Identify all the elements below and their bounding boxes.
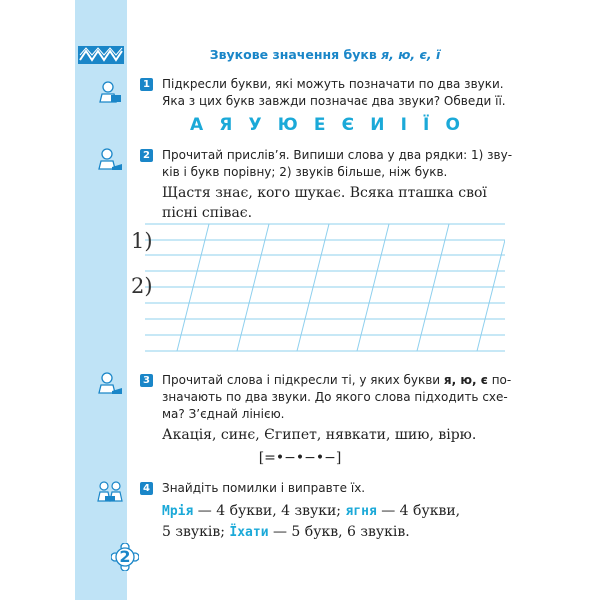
proverb-text: Щастя знає, кого шукає. Всяка пташка свої пісні співає. — [162, 185, 487, 221]
task-number-2: 2 — [140, 149, 153, 162]
row1-label: 1) — [131, 229, 153, 253]
word-highlight: ягня — [345, 504, 377, 519]
bold-letters: я, ю, є — [443, 373, 488, 387]
task2-text: Прочитай прислів’я. Випиши слова у два рядки: 1) зву- ків і букв порівну; 2) звуків більше, ніж букв. — [162, 148, 513, 179]
letter-item[interactable]: Е — [313, 115, 326, 135]
task-number-4: 4 — [140, 482, 153, 495]
page-number: 2 — [119, 547, 131, 566]
sound-scheme: [=•−•−•−] — [258, 450, 342, 466]
writing-lines — [125, 222, 505, 354]
group-children-icon — [97, 479, 123, 503]
task3-text: Прочитай слова і підкресли ті, у яких букви я, ю, є по- значають по два звуки. До якого слова підходить схе- ма? З’єднай лінією. — [162, 373, 512, 421]
title-letters: я, ю, є, ї — [381, 47, 441, 62]
task4-words: Мрія — 4 букви, 4 звуки; ягня — 4 букви, 5 звуків; Їхати — 5 букв, 6 звуків. — [162, 503, 461, 540]
ornament-icon — [78, 46, 124, 64]
writing-child-icon — [97, 147, 123, 171]
letter-item[interactable]: Ї — [423, 115, 430, 135]
task1-text: Підкресли букви, які можуть позначати по два звуки. Яка з цих букв завжди позначає два звуки? Обведи її. — [162, 77, 506, 108]
task-number-1: 1 — [140, 78, 153, 91]
letter-item[interactable]: Ю — [277, 115, 298, 135]
letter-item[interactable]: Є — [341, 115, 355, 135]
letter-row — [190, 115, 460, 135]
writing-child-icon — [97, 371, 123, 395]
letter-item[interactable]: І — [400, 115, 407, 135]
task4-text: Знайдіть помилки і виправте їх. — [162, 481, 366, 495]
letter-item[interactable]: Я — [219, 115, 233, 135]
letter-item[interactable]: О — [445, 115, 460, 135]
page-number-badge — [111, 543, 139, 571]
page-title: Звукове значення букв я, ю, є, ї — [209, 47, 441, 62]
row2-label: 2) — [131, 274, 153, 298]
word-list: Акація, синє, Єгипет, нявкати, шию, вірю. — [162, 427, 477, 443]
task-number-3: 3 — [140, 374, 153, 387]
letter-item[interactable]: И — [370, 115, 385, 135]
letter-item[interactable]: А — [190, 115, 204, 135]
word-highlight: Мрія — [162, 504, 194, 519]
word-highlight: Їхати — [229, 525, 269, 540]
letter-item[interactable]: У — [248, 115, 262, 135]
reading-child-icon — [97, 80, 123, 104]
